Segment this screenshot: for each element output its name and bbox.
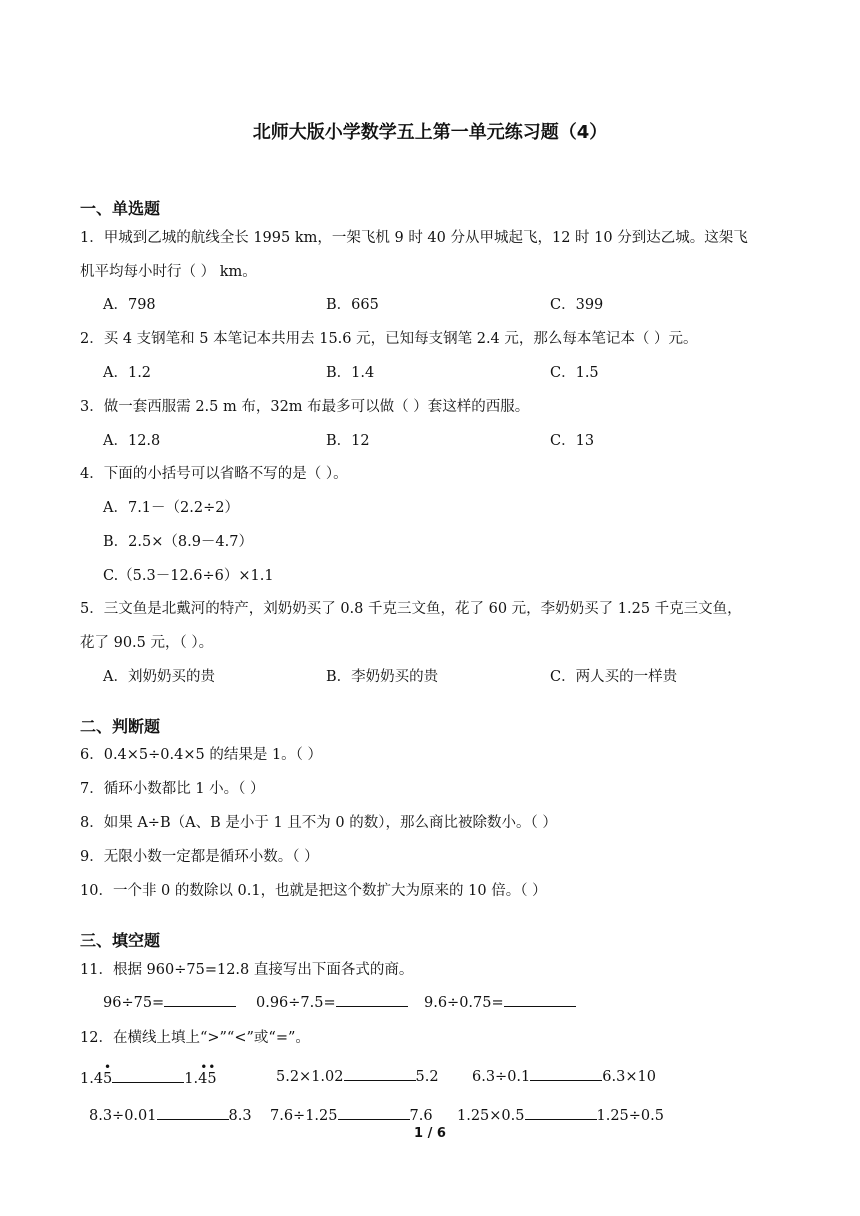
page-number: 1 / 6: [414, 1126, 446, 1141]
page-title: 北师大版小学数学五上第一单元练习题（4）: [252, 122, 608, 143]
question-4-text: 4．下面的小括号可以省略不写的是（ ）。: [80, 466, 348, 482]
answer-blank[interactable]: [336, 992, 408, 1007]
question-5-option-c: C．两人买的一样贵: [550, 669, 678, 685]
question-12-compare-1: [80, 1060, 217, 1087]
expr-text: 9.6÷0.75=: [424, 995, 504, 1011]
question-3-option-a: A．12.8: [103, 433, 161, 449]
question-6-text: 6．0.4×5÷0.4×5 的结果是 1。（ ）: [80, 747, 323, 763]
expr-text: 0.96÷7.5=: [256, 995, 336, 1011]
question-8-text: 8．如果 A÷B（A、B 是小于 1 且不为 0 的数），那么商比被除数小。（ ）: [80, 815, 557, 831]
question-12-compare-2: [276, 1066, 439, 1085]
answer-blank[interactable]: [344, 1066, 416, 1081]
answer-blank[interactable]: [525, 1105, 597, 1120]
expr-text: 96÷75=: [103, 995, 165, 1011]
question-12-compare-6: [457, 1105, 664, 1124]
question-3-text: 3．做一套西服需 2.5 m 布，32m 布最多可以做（ ）套这样的西服。: [80, 399, 530, 415]
question-11-text: 11．根据 960÷75=12.8 直接写出下面各式的商。: [80, 962, 414, 978]
section-heading-true-false: 二、判断题: [80, 717, 161, 736]
question-3-option-b: B．12: [326, 433, 370, 449]
answer-blank[interactable]: [164, 992, 236, 1007]
question-4-option-a: A．7.1－（2.2÷2）: [103, 500, 239, 516]
repeat-dot: •: [208, 1060, 216, 1074]
expr-text: 5.2×1.02: [276, 1069, 344, 1085]
question-1-text: 1．甲城到乙城的航线全长 1995 km，一架飞机 9 时 40 分从甲城起飞，12 时 10 分到达乙城。这架飞: [80, 230, 748, 246]
question-5-option-b: B．李奶奶买的贵: [326, 669, 439, 685]
answer-blank[interactable]: [112, 1068, 184, 1083]
expr-text: 1.25÷0.5: [596, 1108, 664, 1124]
number-text: 1.45: [80, 1071, 113, 1087]
section-heading-single-choice: 一、单选题: [80, 199, 161, 218]
question-2-option-b: B．1.4: [326, 365, 375, 381]
number-text: 1.45: [184, 1071, 217, 1087]
question-12-compare-3: [472, 1066, 656, 1085]
section-heading-fill-in: 三、填空题: [80, 931, 161, 950]
question-12-compare-5: [270, 1105, 433, 1124]
expr-text: 1.25×0.5: [457, 1108, 525, 1124]
question-11-expr-3: [424, 992, 576, 1011]
repeat-dot: •: [104, 1060, 112, 1074]
repeat-dot: •: [200, 1060, 208, 1074]
answer-blank[interactable]: [338, 1105, 410, 1120]
repeating-decimal-left: [80, 1060, 113, 1087]
question-12-compare-4: [89, 1105, 252, 1124]
question-3-option-c: C．13: [550, 433, 595, 449]
answer-blank[interactable]: [157, 1105, 229, 1120]
answer-blank[interactable]: [504, 992, 576, 1007]
question-5-text-cont: 花了 90.5 元，（ ）。: [80, 635, 214, 651]
expr-text: 5.2: [415, 1069, 439, 1085]
expr-text: 6.3×10: [602, 1069, 656, 1085]
expr-text: 8.3÷0.01: [89, 1108, 157, 1124]
question-11-expr-1: [103, 992, 236, 1011]
question-2-option-a: A．1.2: [103, 365, 152, 381]
question-1-option-a: A．798: [103, 297, 156, 313]
question-5-text: 5．三文鱼是北戴河的特产，刘奶奶买了 0.8 千克三文鱼，花了 60 元，李奶奶买了 1.25 千克三文鱼，: [80, 601, 742, 617]
question-2-text: 2．买 4 支钢笔和 5 本笔记本共用去 15.6 元，已知每支钢笔 2.4 元，那么每本笔记本（ ）元。: [80, 331, 698, 347]
question-5-option-a: A．刘奶奶买的贵: [103, 669, 215, 685]
question-12-text: 12．在横线上填上“>”“<”或“=”。: [80, 1030, 310, 1046]
question-11-expr-2: [256, 992, 408, 1011]
question-10-text: 10．一个非 0 的数除以 0.1，也就是把这个数扩大为原来的 10 倍。（ ）: [80, 883, 547, 899]
question-1-option-c: C．399: [550, 297, 604, 313]
question-1-option-b: B．665: [326, 297, 379, 313]
question-4-option-c: C.（5.3－12.6÷6）×1.1: [103, 568, 274, 584]
answer-blank[interactable]: [530, 1066, 602, 1081]
question-1-text-cont: 机平均每小时行（ ） km。: [80, 264, 257, 280]
question-4-option-b: B．2.5×（8.9－4.7）: [103, 534, 253, 550]
question-7-text: 7．循环小数都比 1 小。（ ）: [80, 781, 265, 797]
expr-text: 8.3: [228, 1108, 252, 1124]
expr-text: 6.3÷0.1: [472, 1069, 531, 1085]
repeating-decimal-right: [184, 1060, 217, 1087]
expr-text: 7.6: [409, 1108, 433, 1124]
question-2-option-c: C．1.5: [550, 365, 599, 381]
question-9-text: 9．无限小数一定都是循环小数。（ ）: [80, 849, 319, 865]
expr-text: 7.6÷1.25: [270, 1108, 338, 1124]
